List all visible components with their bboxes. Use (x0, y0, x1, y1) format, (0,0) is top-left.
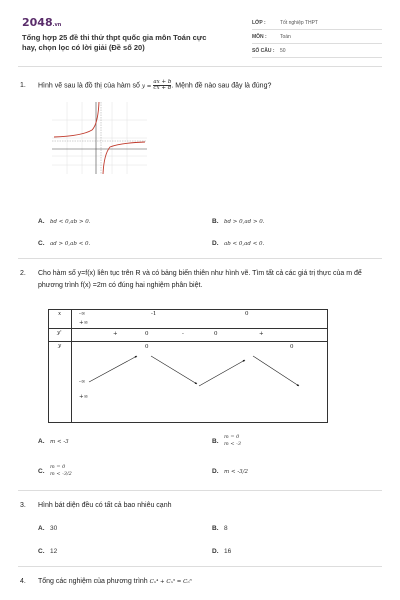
document-title: Tổng hợp 25 đề thi thử thpt quốc gia môn Toán cực hay, chọn lọc có lời giải (Đề số 20) (22, 33, 207, 52)
option-letter: C. (38, 240, 45, 247)
arrow-increasing (89, 356, 137, 382)
q3-option-c[interactable] (38, 548, 57, 555)
question-text: Cho hàm số y=f(x) liên tục trên R và có bảng biến thiên như hình vẽ. Tìm tất cả các giá trị thực của m để phương trình f(x) =2m có đúng hai nghiệm phân biệt. (38, 270, 362, 289)
meta-value: 50 (280, 47, 286, 54)
page-header (0, 0, 400, 66)
option-letter: B. (212, 437, 219, 445)
q1-option-a[interactable] (38, 218, 91, 225)
option-line: m = 0 (50, 464, 66, 470)
option-letter: B. (212, 525, 219, 532)
curve-right-branch (103, 142, 145, 174)
y-value: 0 (145, 344, 149, 350)
q2-option-a[interactable] (38, 438, 69, 445)
meta-row-class (252, 16, 382, 30)
option-text: m < -3 (50, 438, 69, 445)
meta-key: SỐ CÂU : (252, 47, 275, 54)
question-4 (20, 576, 380, 590)
q2-option-b[interactable] (212, 434, 241, 448)
q3-option-a[interactable] (38, 525, 57, 532)
derivative-sign: 0 (214, 331, 218, 337)
option-letter: A. (38, 438, 45, 445)
q2-option-d[interactable] (212, 468, 248, 475)
derivative-sign: + (259, 331, 264, 337)
question-text (38, 80, 378, 92)
x-value: 0 (245, 311, 249, 317)
option-text: 12 (50, 548, 58, 555)
curve-left-branch (54, 102, 99, 137)
option-text: m < -3/2 (224, 468, 249, 475)
q1-option-b[interactable] (212, 218, 265, 225)
option-letter: C. (38, 467, 45, 475)
option-text: bd > 0,ad > 0. (224, 218, 265, 225)
question-number: 4. (20, 578, 26, 585)
y-value: +∞ (79, 394, 89, 400)
q1-option-c[interactable] (38, 240, 90, 247)
option-text: 30 (50, 525, 58, 532)
row-label-y-prime: y' (57, 330, 62, 336)
derivative-sign: 0 (145, 331, 149, 337)
graph-grid (52, 102, 147, 174)
meta-row-count (252, 44, 382, 58)
question-text-part: . Mệnh đề nào sau đây là đúng? (171, 82, 272, 90)
divider (18, 490, 382, 491)
meta-value: Tốt nghiệp THPT (280, 19, 318, 26)
meta-info (252, 16, 382, 58)
meta-value: Toán (280, 33, 291, 40)
option-text: 8 (224, 525, 228, 532)
variation-table (48, 309, 328, 423)
variation-arrows (49, 310, 327, 422)
formula-fraction (153, 80, 171, 91)
question-text (38, 576, 378, 588)
option-letter: D. (212, 468, 219, 475)
question-1 (20, 80, 380, 94)
option-line: m < -3 (224, 441, 241, 447)
question-number: 2. (20, 270, 26, 277)
formula: Cₙ⁴ + Cₙ⁵ = Cₙ⁶ (149, 579, 192, 585)
meta-key: MÔN : (252, 33, 267, 40)
q3-option-d[interactable] (212, 548, 231, 555)
option-text-stack (224, 434, 241, 448)
option-letter: B. (212, 218, 219, 225)
y-value: -∞ (79, 379, 86, 385)
divider (18, 258, 382, 259)
fraction-numerator: ax + b (153, 79, 172, 85)
row-label-x: x (58, 311, 62, 317)
meta-key: LỚP : (252, 19, 266, 26)
divider (18, 66, 382, 67)
question-text-part: Hình vẽ sau là đồ thị của hàm số (38, 82, 140, 90)
q3-option-b[interactable] (212, 525, 228, 532)
option-letter: C. (38, 548, 45, 555)
arrow-decreasing (151, 356, 197, 384)
derivative-sign: + (113, 331, 118, 337)
question-text-part: Tổng các nghiệm của phương trình (38, 578, 148, 585)
option-text-stack (50, 464, 72, 478)
formula-lhs: y = (141, 83, 152, 90)
question-number: 3. (20, 502, 26, 509)
option-line: m < -3/2 (50, 471, 72, 477)
fraction-denominator: cx + d (153, 85, 172, 91)
option-text: 16 (224, 548, 232, 555)
y-value: 0 (290, 344, 294, 350)
x-value: +∞ (79, 320, 89, 326)
option-letter: D. (212, 240, 219, 247)
option-text: bd < 0,ab > 0. (50, 218, 91, 225)
question-3 (20, 500, 380, 514)
divider (18, 566, 382, 567)
x-value: -1 (151, 311, 157, 317)
q2-option-c[interactable] (38, 464, 72, 478)
function-graph (52, 102, 147, 174)
derivative-sign: - (182, 331, 184, 337)
row-label-y: y (58, 343, 62, 349)
option-letter: A. (38, 525, 45, 532)
arrow-decreasing (253, 356, 299, 386)
option-letter: D. (212, 548, 219, 555)
question-2 (20, 268, 380, 296)
question-number: 1. (20, 82, 26, 89)
x-value: -∞ (79, 311, 86, 317)
option-text: ad > 0,ab < 0. (50, 240, 91, 247)
site-logo[interactable]: 2048.vn (22, 16, 62, 29)
meta-row-subject (252, 30, 382, 44)
arrow-increasing (199, 360, 245, 386)
option-letter: A. (38, 218, 45, 225)
option-text: ab < 0,ad < 0. (224, 240, 265, 247)
question-text: Hình bát diện đều có tất cả bao nhiêu cạnh (38, 502, 172, 509)
q1-option-d[interactable] (212, 240, 264, 247)
option-line: m = 0 (224, 434, 240, 440)
